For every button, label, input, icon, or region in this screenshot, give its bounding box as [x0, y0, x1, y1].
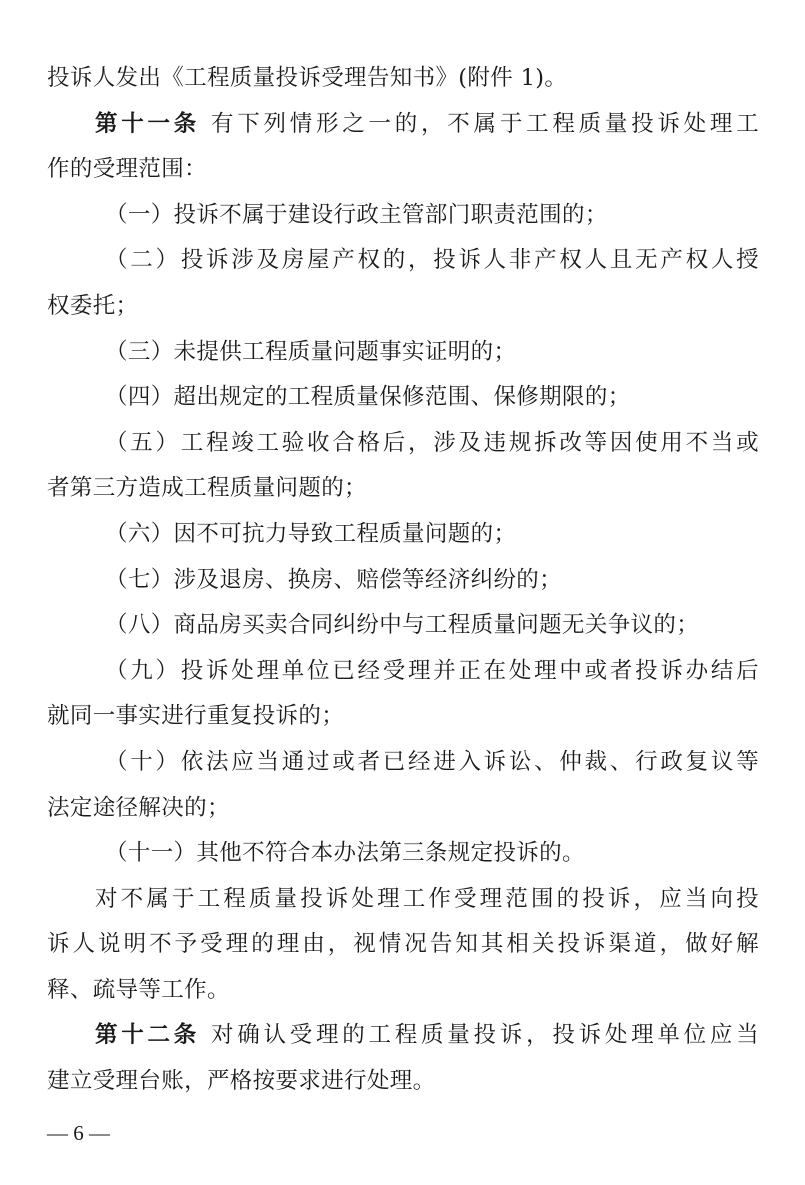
- list-item: （十一）其他不符合本办法第三条规定投诉的。: [105, 840, 585, 867]
- list-item: （四）超出规定的工程质量保修范围、保修期限的；: [105, 384, 631, 411]
- article-twelve-heading-line: [47, 1013, 759, 1059]
- paragraph-line: 释、疏导等工作。: [47, 976, 230, 1003]
- list-item-continuation: 者第三方造成工程质量问题的；: [47, 475, 367, 502]
- list-item: （六）因不可抗力导致工程质量问题的；: [105, 520, 517, 547]
- list-item: （十）依法应当通过或者已经进入诉讼、仲裁、行政复议等: [105, 748, 759, 775]
- page-number: — 6 —: [47, 1121, 110, 1145]
- document-body: [47, 56, 759, 1105]
- list-item: （七）涉及退房、换房、赔偿等经济纠纷的；: [105, 566, 563, 593]
- list-item: （八）商品房买卖合同纠纷中与工程质量问题无关争议的；: [105, 612, 700, 639]
- paragraph-line: 作的受理范围：: [47, 156, 207, 183]
- list-item: （三）未提供工程质量问题事实证明的；: [105, 338, 517, 365]
- list-item-continuation: 法定途径解决的；: [47, 794, 230, 821]
- list-item: （二）投诉涉及房屋产权的，投诉人非产权人且无产权人授: [105, 247, 759, 274]
- article-eleven-heading-line: [47, 102, 759, 148]
- article-twelve-label: 第十二条: [95, 1022, 201, 1049]
- list-item-continuation: 就同一事实进行重复投诉的；: [47, 703, 345, 730]
- paragraph-line: 诉人说明不予受理的理由，视情况告知其相关投诉渠道，做好解: [47, 931, 759, 958]
- article-eleven-label: 第十一条: [95, 110, 201, 137]
- list-item-continuation: 权委托；: [47, 292, 139, 319]
- list-item: （五）工程竣工验收合格后，涉及违规拆改等因使用不当或: [105, 429, 759, 456]
- list-item: （一）投诉不属于建设行政主管部门职责范围的；: [105, 201, 608, 228]
- paragraph-text: 有下列情形之一的，不属于工程质量投诉处理工: [210, 110, 759, 137]
- paragraph-line: 投诉人发出《工程质量投诉受理告知书》(附件 1)。: [47, 65, 568, 91]
- paragraph-text: 对确认受理的工程质量投诉，投诉处理单位应当: [210, 1022, 759, 1049]
- paragraph-line: 建立受理台账，严格按要求进行处理。: [47, 1068, 436, 1095]
- list-item: （九）投诉处理单位已经受理并正在处理中或者投诉办结后: [105, 657, 759, 684]
- paragraph-line: 对不属于工程质量投诉处理工作受理范围的投诉，应当向投: [95, 885, 759, 912]
